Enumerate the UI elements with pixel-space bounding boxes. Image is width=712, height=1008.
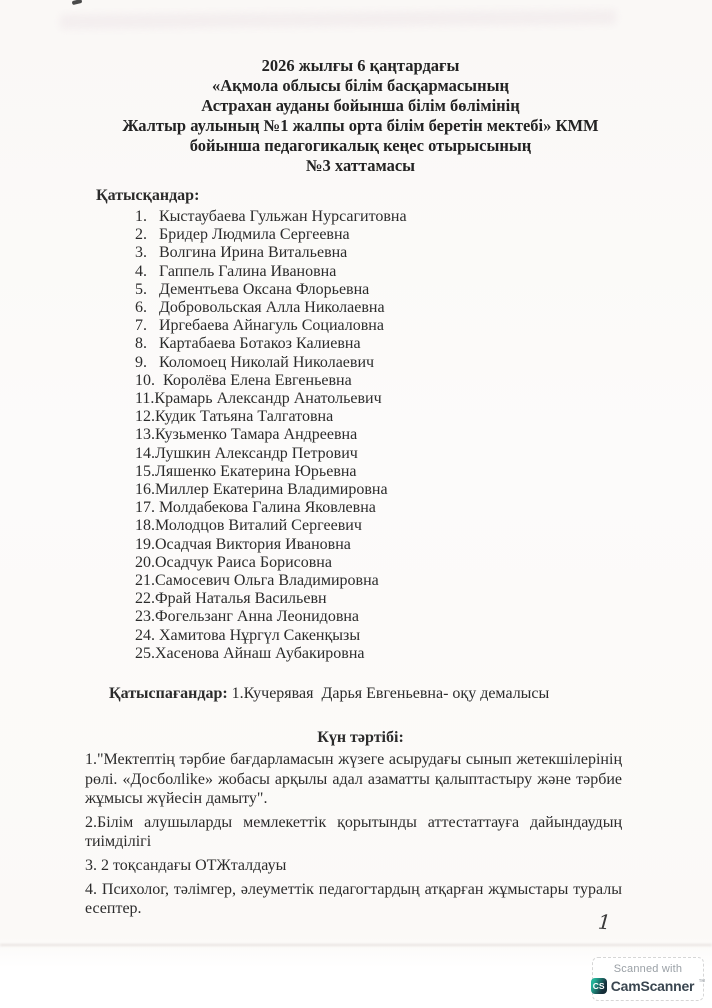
attendee-item: 23.Фогельзанг Анна Леонидовна xyxy=(135,608,360,626)
attendee-item: 25.Хасенова Айнаш Аубакировна xyxy=(135,644,365,662)
attendee-item: 10. Королёва Елена Евгеньевна xyxy=(135,371,352,389)
camscanner-name: CamScanner xyxy=(610,978,695,994)
attendee-item: 4. Гаппель Галина Ивановна xyxy=(135,262,337,280)
attendee-item: 5. Дементьева Оксана Флорьевна xyxy=(135,280,370,298)
agenda-item: 4. Психолог, тәлімгер, әлеуметтік педагогтардың атқарған жұмыстары туралы есептер. xyxy=(85,880,622,918)
title-line: бойынша педагогикалық кеңес отырысының xyxy=(189,136,532,155)
scan-edge-bottom xyxy=(0,944,712,946)
attendee-item: 24. Хамитова Нұргүл Сакенқызы xyxy=(135,626,361,644)
attendee-item: 11.Крамарь Александр Анатольевич xyxy=(135,390,382,408)
camscanner-brand-row xyxy=(592,978,706,994)
attendee-item: 16.Миллер Екатерина Владимировна xyxy=(135,481,388,499)
attendee-item: 21.Самосевич Ольга Владимировна xyxy=(135,572,379,590)
document-title xyxy=(85,56,636,176)
attendee-item: 17. Молдабекова Галина Яковлевна xyxy=(135,499,376,517)
attendee-item: 3. Волгина Ирина Витальевна xyxy=(135,244,348,262)
agenda-item: 3. 2 тоқсандағы ОТЖталдауы xyxy=(85,857,287,875)
scan-shadow-top xyxy=(60,10,616,30)
attendee-item: 13.Кузьменко Тамара Андреевна xyxy=(135,426,358,444)
agenda-item: 2.Білім алушыларды мемлекеттік қорытынды аттестаттауға дайындаудың тиімділігі xyxy=(85,813,622,851)
attendee-item: 20.Осадчук Раиса Борисовна xyxy=(135,553,332,571)
scan-mark-top-left xyxy=(72,0,83,5)
attendee-item: 7. Иргебаева Айнагуль Социаловна xyxy=(135,317,384,335)
attendees-list xyxy=(85,208,636,663)
document-content xyxy=(85,56,636,923)
absent-label: Қатыспағандар: xyxy=(109,685,228,703)
attendee-item: 2. Бридер Людмила Сергеевна xyxy=(135,226,350,244)
agenda-heading: Күн тәртібі: xyxy=(317,729,404,747)
attendees-heading: Қатысқандар: xyxy=(96,187,200,204)
attendee-item: 22.Фрай Наталья Васильевн xyxy=(135,590,327,608)
absent-text: 1.Кучерявая Дарья Евгеньевна- оқу демалысы xyxy=(227,685,550,703)
absent-line xyxy=(85,665,636,722)
attendee-item: 6. Добровольская Алла Николаевна xyxy=(135,299,385,317)
title-line: «Ақмола облысы білім басқармасының xyxy=(212,76,509,95)
handwritten-page-number: 1 xyxy=(597,909,612,935)
title-line: Жалтыр аулының №1 жалпы орта білім беретін мектебі» КММ xyxy=(122,116,599,135)
attendee-item: 12.Кудик Татьяна Талгатовна xyxy=(135,408,334,426)
attendee-item: 1. Кыстаубаева Гульжан Нурсагитовна xyxy=(135,208,407,225)
title-line: №3 хаттамасы xyxy=(305,156,416,175)
attendee-item: 19.Осадчая Виктория Ивановна xyxy=(135,535,351,553)
attendee-item: 9. Коломоец Николай Николаевич xyxy=(135,353,375,371)
scanned-with-text: Scanned with xyxy=(613,963,683,975)
trademark-symbol: ™ xyxy=(698,979,706,986)
attendee-item: 8. Картабаева Ботакоз Калиевна xyxy=(135,335,361,353)
attendee-item: 15.Ляшенко Екатерина Юрьевна xyxy=(135,462,357,480)
attendee-item: 18.Молодцов Виталий Сергеевич xyxy=(135,517,362,535)
agenda-list xyxy=(85,750,622,919)
attendee-item: 14.Лушкин Александр Петрович xyxy=(135,444,358,462)
agenda-item: 1."Мектептің тәрбие бағдарламасын жүзеге асырудағы сынып жетекшілерінің рөлі. «Досболlike» жобасы арқылы адал азаматты қалыптастыру және тәрбие жұмысы жүйесін дамыту". xyxy=(85,751,622,808)
title-line: Астрахан ауданы бойынша білім бөлімінің xyxy=(201,96,520,115)
camscanner-logo-icon: CS xyxy=(591,978,607,994)
title-line: 2026 жылғы 6 қаңтардағы xyxy=(261,56,460,75)
camscanner-watermark xyxy=(592,957,704,1001)
